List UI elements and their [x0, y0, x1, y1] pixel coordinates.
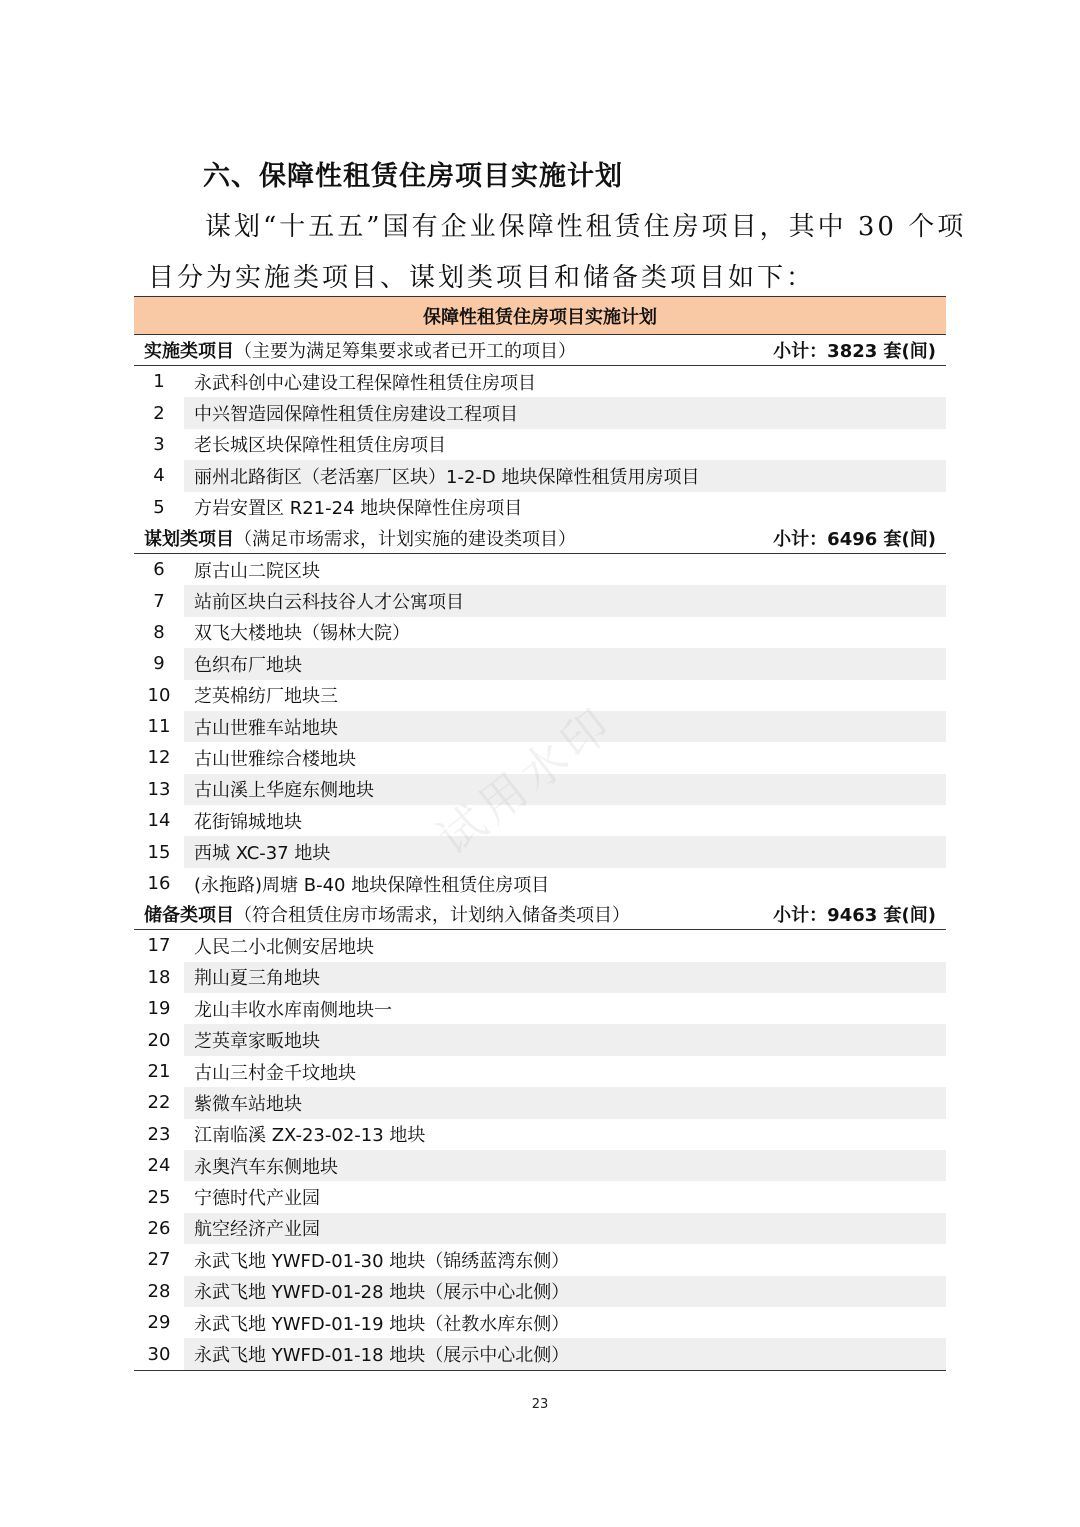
table-row	[134, 648, 946, 679]
item-name: 古山溪上华庭东侧地块	[184, 774, 946, 805]
item-number: 20	[147, 1029, 171, 1051]
table-row	[134, 492, 946, 523]
category-name: 实施类项目	[144, 341, 234, 362]
item-name: 宁德时代产业园	[194, 1188, 320, 1210]
item-name: 古山世雅综合楼地块	[194, 748, 356, 770]
item-name: (永拖路)周塘 B-40 地块保障性租赁住房项目	[194, 874, 550, 896]
item-number: 29	[147, 1312, 171, 1334]
item-name: 永武飞地 YWFD-01-18 地块（展示中心北侧）	[184, 1338, 946, 1369]
item-number: 10	[147, 684, 171, 706]
item-number: 3	[153, 433, 165, 455]
item-name: 永武科创中心建设工程保障性租赁住房项目	[194, 372, 536, 394]
item-name: 永奥汽车东侧地块	[184, 1150, 946, 1181]
table-row	[134, 366, 946, 397]
item-number: 17	[147, 935, 171, 957]
category-name: 谋划类项目	[144, 528, 234, 550]
item-name: 古山世雅车站地块	[184, 711, 946, 742]
item-number: 21	[147, 1061, 171, 1082]
category-row	[134, 899, 946, 930]
item-name: 芝英棉纺厂地块三	[194, 686, 338, 708]
intro-line-2: 目分为实施类项目、谋划类项目和储备类项目如下：	[148, 263, 816, 293]
item-number: 11	[147, 716, 171, 738]
item-number: 15	[147, 841, 171, 863]
item-name: 航空经济产业园	[184, 1213, 946, 1244]
table-row	[134, 1056, 946, 1087]
item-name: 中兴智造园保障性租赁住房建设工程项目	[184, 397, 946, 428]
item-number: 25	[147, 1186, 171, 1208]
table-row	[134, 711, 946, 742]
category-row	[134, 523, 946, 554]
item-name: 龙山丰收水库南侧地块一	[194, 999, 392, 1021]
table-row	[134, 1213, 946, 1244]
item-name: 丽州北路街区（老活塞厂区块）1-2-D 地块保障性租赁用房项目	[184, 460, 946, 491]
item-name: 老长城区块保障性租赁住房项目	[194, 435, 446, 457]
table-row	[134, 993, 946, 1024]
table-row	[134, 429, 946, 460]
item-number: 2	[153, 402, 165, 424]
item-name: 紫微车站地块	[184, 1087, 946, 1118]
item-name: 芝英章家畈地块	[184, 1024, 946, 1055]
item-number: 26	[147, 1217, 171, 1239]
item-name: 荆山夏三角地块	[184, 962, 946, 993]
table-row	[134, 774, 946, 805]
table-row	[134, 460, 946, 491]
table-row	[134, 1307, 946, 1338]
category-description: （满足市场需求，计划实施的建设类项目）	[234, 528, 576, 550]
table-row	[134, 1244, 946, 1275]
item-name: 古山三村金千坟地块	[194, 1062, 356, 1084]
item-name: 西城 XC-37 地块	[184, 836, 946, 867]
table-row	[134, 554, 946, 585]
item-number: 24	[147, 1155, 171, 1177]
table-body	[134, 335, 946, 1371]
table-row	[134, 1024, 946, 1055]
item-number: 1	[153, 371, 165, 393]
table-row	[134, 617, 946, 648]
item-name: 原古山二院区块	[194, 560, 320, 582]
item-name: 人民二小北侧安居地块	[194, 936, 374, 958]
table-row	[134, 836, 946, 867]
table-row	[134, 1087, 946, 1118]
category-subtotal: 小计：6496 套(间)	[773, 528, 936, 550]
table-row	[134, 805, 946, 836]
category-subtotal: 小计：9463 套(间)	[773, 905, 936, 927]
item-number: 28	[147, 1280, 171, 1302]
table-row	[134, 868, 946, 899]
category-subtotal: 小计：3823 套(间)	[773, 341, 936, 362]
item-name: 方岩安置区 R21-24 地块保障性住房项目	[194, 498, 523, 520]
table-row	[134, 742, 946, 773]
item-number: 22	[147, 1092, 171, 1114]
item-number: 5	[153, 496, 165, 518]
item-number: 16	[147, 873, 171, 895]
category-name: 储备类项目	[144, 905, 234, 927]
project-plan-table	[134, 296, 946, 1371]
item-number: 23	[147, 1123, 171, 1145]
intro-line-1: 谋划“十五五”国有企业保障性租赁住房项目，其中 30 个项	[205, 212, 967, 242]
item-number: 9	[153, 653, 165, 675]
item-number: 8	[153, 621, 165, 643]
table-row	[134, 1276, 946, 1307]
item-name: 永武飞地 YWFD-01-28 地块（展示中心北侧）	[184, 1276, 946, 1307]
item-number: 4	[153, 465, 165, 487]
item-number: 7	[153, 590, 165, 612]
table-row	[134, 680, 946, 711]
table-row	[134, 1119, 946, 1150]
table-row	[134, 397, 946, 428]
table-row	[134, 1338, 946, 1370]
category-description: （符合租赁住房市场需求，计划纳入储备类项目）	[234, 905, 630, 927]
item-number: 27	[147, 1249, 171, 1271]
category-description: （主要为满足筹集要求或者已开工的项目）	[234, 341, 576, 362]
item-name: 永武飞地 YWFD-01-19 地块（社教水库东侧）	[194, 1313, 570, 1335]
item-number: 12	[147, 747, 171, 769]
section-heading: 六、保障性租赁住房项目实施计划	[203, 161, 623, 192]
item-name: 江南临溪 ZX-23-02-13 地块	[194, 1125, 426, 1147]
table-row	[134, 585, 946, 616]
table-row	[134, 962, 946, 993]
item-number: 19	[147, 998, 171, 1020]
table-row	[134, 1150, 946, 1181]
table-title: 保障性租赁住房项目实施计划	[134, 296, 946, 335]
item-name: 站前区块白云科技谷人才公寓项目	[184, 585, 946, 616]
item-number: 30	[147, 1343, 171, 1365]
item-name: 色织布厂地块	[184, 648, 946, 679]
item-name: 双飞大楼地块（锡林大院）	[194, 623, 410, 645]
table-row	[134, 1181, 946, 1212]
page-number: 23	[531, 1397, 549, 1412]
table-row	[134, 930, 946, 961]
item-name: 花街锦城地块	[194, 811, 302, 833]
item-name: 永武飞地 YWFD-01-30 地块（锦绣蓝湾东侧）	[194, 1250, 570, 1272]
item-number: 6	[153, 559, 165, 581]
item-number: 13	[147, 778, 171, 800]
item-number: 18	[147, 966, 171, 988]
category-row	[134, 335, 946, 366]
item-number: 14	[147, 810, 171, 832]
